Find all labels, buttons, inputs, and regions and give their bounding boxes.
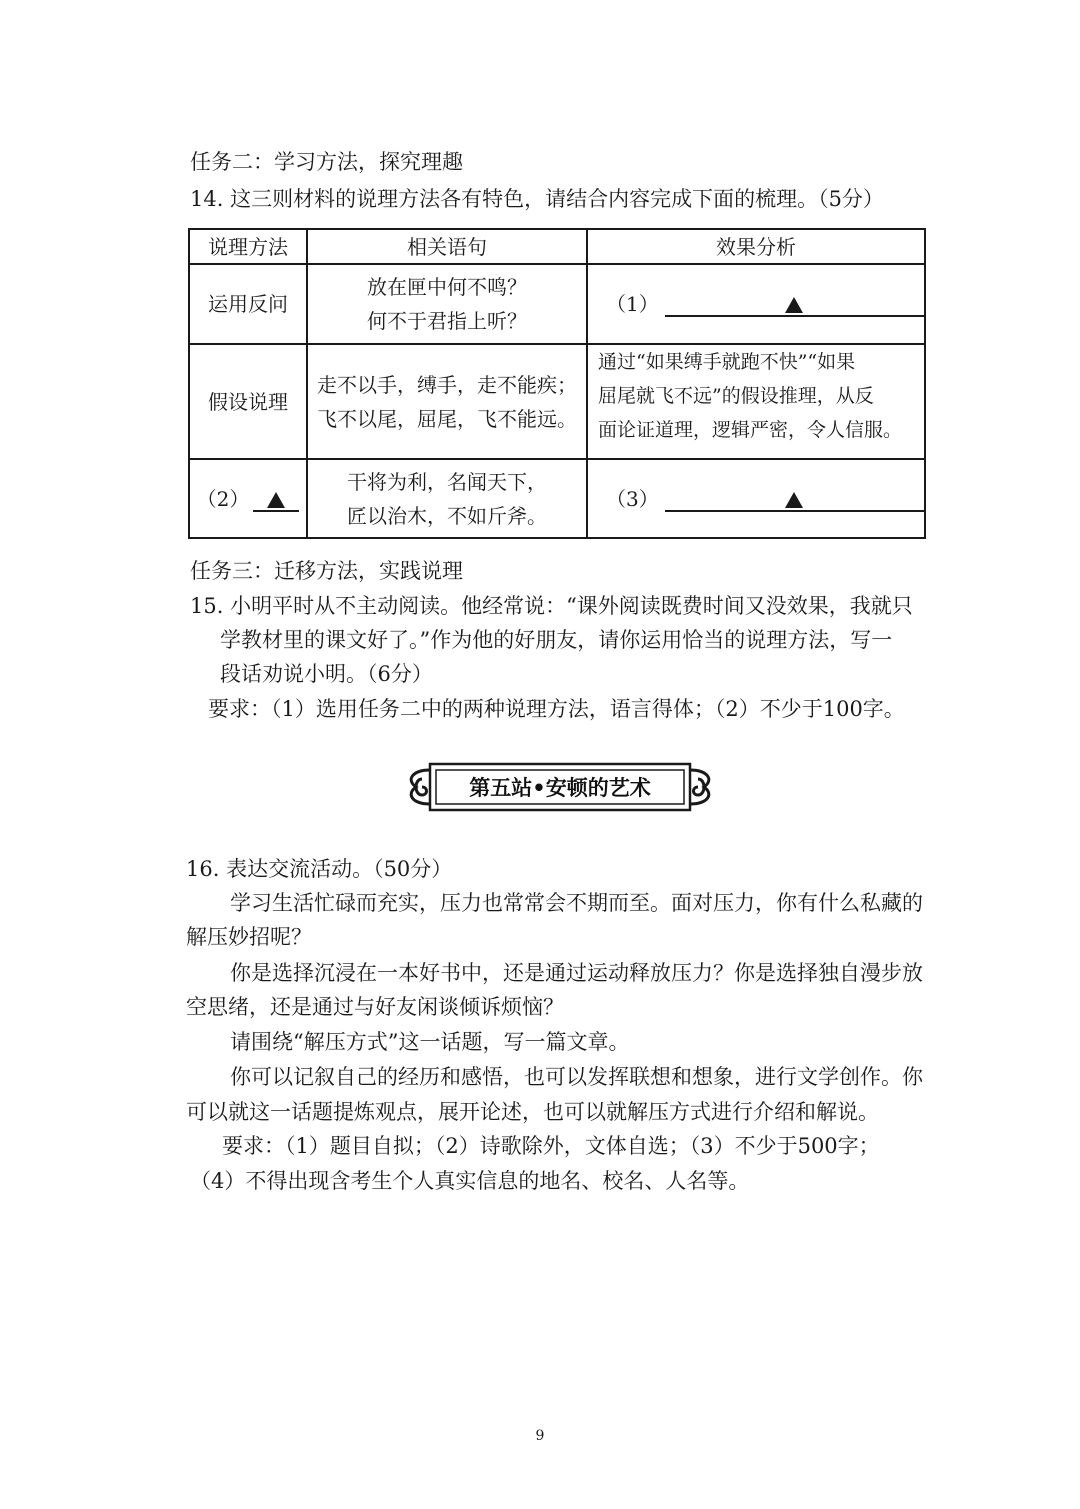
answer-label-2: （2） xyxy=(196,486,250,511)
answer-blank-2[interactable] xyxy=(253,486,299,512)
triangle-icon xyxy=(785,492,803,508)
task2-heading: 任务二：学习方法，探究理趣 xyxy=(190,150,463,174)
q16-requirement-line: 要求：（1）题目自拟；（2）诗歌除外，文体自选；（3）不少于500字； xyxy=(222,1134,880,1158)
row2-sentence-line: 走不以手，缚手，走不能疾； xyxy=(317,372,577,397)
header-sentence: 相关语句 xyxy=(407,234,487,259)
q16-paragraph-line: 学习生活忙碌而充实，压力也常常会不期而至。面对压力，你有什么私藏的 xyxy=(230,891,923,915)
q16-requirement-line: （4）不得出现含考生个人真实信息的地名、校名、人名等。 xyxy=(190,1169,750,1193)
row2-effect-line: 通过“如果缚手就跑不快”“如果 xyxy=(598,351,856,373)
row1-effect xyxy=(606,265,924,343)
q16-paragraph-line: 你是选择沉浸在一本好书中，还是通过运动释放压力？你是选择独自漫步放 xyxy=(230,961,923,985)
row1-sentence xyxy=(308,265,586,343)
question-15-requirement: 要求：（1）选用任务二中的两种说理方法，语言得体；（2）不少于100字。 xyxy=(208,697,905,721)
row2-effect-line: 面论证道理，逻辑严密，令人信服。 xyxy=(598,419,903,441)
row3-sentence-line: 干将为利，名闻天下， xyxy=(347,469,547,494)
question-16-title: 16. 表达交流活动。（50分） xyxy=(186,857,453,881)
q16-paragraph-line: 你可以记叙自己的经历和感悟，也可以发挥联想和想象，进行文学创作。你 xyxy=(230,1065,923,1089)
question-15-line: 15. 小明平时从不主动阅读。他经常说：“课外阅读既费时间又没效果，我就只 xyxy=(190,594,913,618)
row3-effect xyxy=(606,460,924,537)
header-method: 说理方法 xyxy=(208,234,288,259)
task3-heading: 任务三：迁移方法，实践说理 xyxy=(190,559,463,583)
banner-title: 第五站•安顿的艺术 xyxy=(469,776,651,800)
row3-method xyxy=(190,460,306,537)
row1-sentence-line: 放在匣中何不鸣？ xyxy=(367,275,527,299)
q16-paragraph-line: 请围绕“解压方式”这一话题，写一篇文章。 xyxy=(230,1030,630,1054)
answer-blank-3[interactable] xyxy=(665,486,924,512)
answer-label-1: （1） xyxy=(606,292,659,316)
row3-sentence xyxy=(308,460,586,537)
row2-sentence-line: 飞不以尾，屈尾，飞不能远。 xyxy=(317,406,577,431)
row2-effect xyxy=(598,345,924,458)
question-15-line: 学教材里的课文好了。”作为他的好朋友，请你运用恰当的说理方法，写一 xyxy=(220,628,893,652)
row2-sentence xyxy=(308,345,586,458)
answer-label-3: （3） xyxy=(606,486,659,511)
answer-blank-1[interactable] xyxy=(665,291,924,317)
row3-sentence-line: 匠以治木，不如斤斧。 xyxy=(347,503,547,528)
row2-method: 假设说理 xyxy=(208,389,288,414)
row1-sentence-line: 何不于君指上听？ xyxy=(367,309,527,333)
header-effect: 效果分析 xyxy=(716,234,796,259)
question-15-line: 段话劝说小明。（6分） xyxy=(220,662,433,686)
q16-paragraph-line: 空思绪，还是通过与好友闲谈倾诉烦恼？ xyxy=(186,995,564,1019)
page-number: 9 xyxy=(535,1428,545,1444)
row1-method: 运用反问 xyxy=(208,292,288,316)
analysis-table xyxy=(188,228,926,539)
row2-effect-line: 屈尾就飞不远”的假设推理，从反 xyxy=(598,385,874,407)
q16-paragraph-line: 可以就这一话题提炼观点，展开论述，也可以就解压方式进行介绍和解说。 xyxy=(186,1100,879,1124)
question-14: 14. 这三则材料的说理方法各有特色，请结合内容完成下面的梳理。（5分） xyxy=(190,187,884,211)
q16-paragraph-line: 解压妙招呢？ xyxy=(186,925,312,949)
triangle-icon xyxy=(785,297,803,313)
section-banner xyxy=(402,760,718,814)
triangle-icon xyxy=(267,492,285,508)
